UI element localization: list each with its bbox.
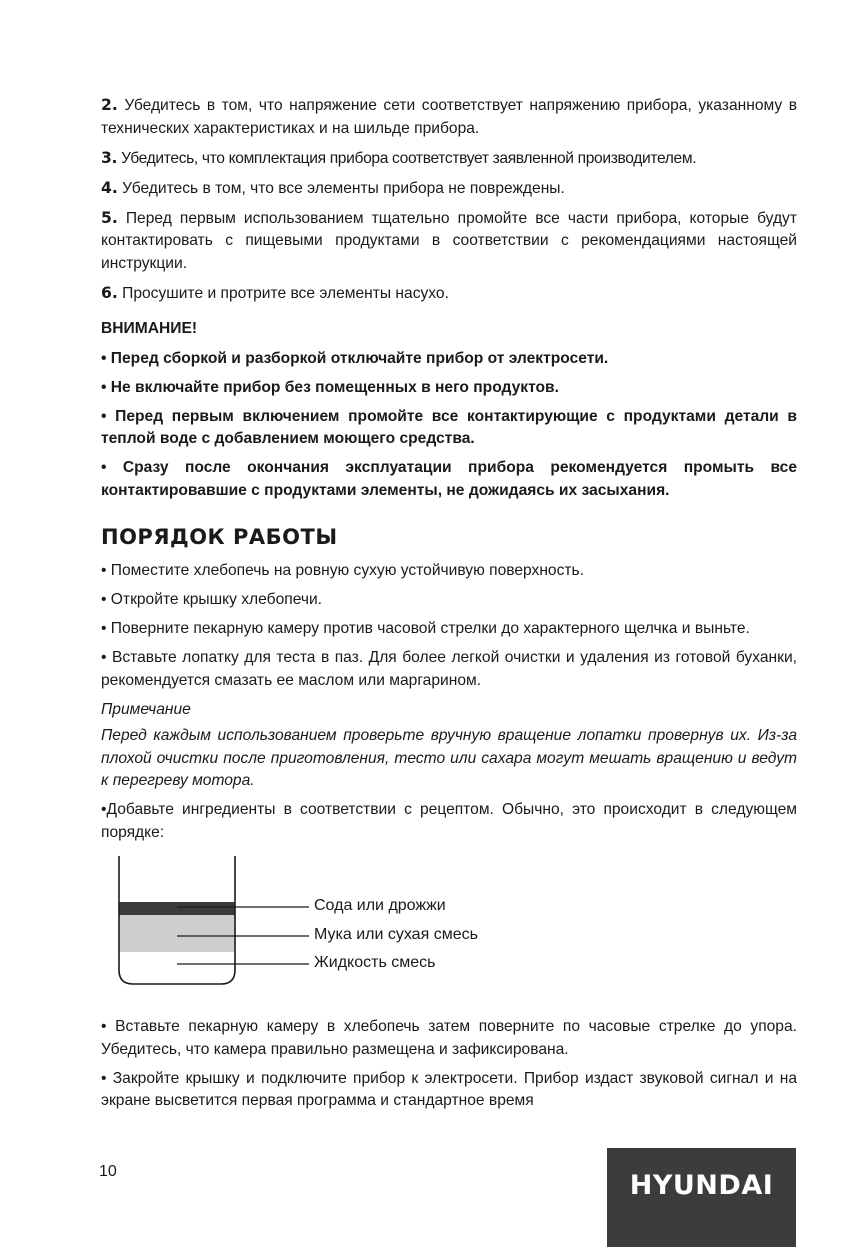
step-2: 2. Убедитесь в том, что напряжение сети соответствует напряжению прибора, указанному в технических характеристиках и на шильде прибора. bbox=[101, 96, 797, 137]
note-label: Примечание bbox=[101, 700, 191, 718]
page-content bbox=[101, 94, 797, 1119]
bullet-item: • Поверните пекарную камеру против часовой стрелки до характерного щелчка и выньте. bbox=[101, 620, 750, 637]
warning-title: ВНИМАНИЕ! bbox=[101, 320, 198, 337]
ingredients-intro: •Добавьте ингредиенты в соответствии с рецептом. Обычно, это происходит в следующем порядке: bbox=[101, 801, 797, 841]
warning-item: • Сразу после окончания эксплуатации прибора рекомендуется промыть все контактировавшие с продуктами элементы, не дожидаясь их засыхания. bbox=[101, 459, 797, 499]
page-number: 10 bbox=[99, 1163, 117, 1180]
warning-item: • Перед первым включением промойте все контактирующие с продуктами детали в теплой воде с добавлением моющего средства. bbox=[101, 407, 797, 447]
bullet-item: • Вставьте пекарную камеру в хлебопечь затем поверните по часовые стрелке до упора. Убедитесь, что камера правильно размещена и зафиксирована. bbox=[101, 1018, 797, 1058]
diagram-label-liquid: Жидкость смесь bbox=[314, 954, 436, 971]
section-title: ПОРЯДОК РАБОТЫ bbox=[101, 525, 338, 549]
brand-logo bbox=[607, 1148, 796, 1247]
note-text: Перед каждым использованием проверьте вручную вращение лопатки провернув их. Из-за плохой очистки после приготовления, тесто или сахара могут мешать вращению и ведут к перегреву мотора. bbox=[101, 727, 797, 789]
bullet-item: • Вставьте лопатку для теста в паз. Для более легкой очистки и удаления из готовой буханки, рекомендуется смазать ее маслом или маргарином. bbox=[101, 649, 797, 689]
warning-item: • Перед сборкой и разборкой отключайте прибор от электросети. bbox=[101, 349, 609, 367]
warning-item: • Не включайте прибор без помещенных в него продуктов. bbox=[101, 378, 559, 396]
brand-name: HYUNDAI bbox=[629, 1170, 774, 1201]
step-3: 3. Убедитесь, что комплектация прибора соответствует заявленной производителем. bbox=[101, 148, 697, 167]
flour-layer bbox=[119, 915, 235, 952]
diagram-label-yeast: Сода или дрожжи bbox=[314, 897, 446, 914]
step-6: 6. Просушите и протрите все элементы насухо. bbox=[101, 283, 449, 302]
step-5: 5. Перед первым использованием тщательно промойте все части прибора, которые будут контактировать с пищевыми продуктами в соответствии с рекомендациями настоящей инструкции. bbox=[101, 208, 797, 272]
bullet-item: • Закройте крышку и подключите прибор к электросети. Прибор издаст звуковой сигнал и на экране высветится первая программа и стандартное время bbox=[101, 1069, 797, 1109]
bullet-item: • Откройте крышку хлебопечи. bbox=[101, 591, 323, 608]
yeast-layer bbox=[119, 902, 235, 915]
ingredients-diagram bbox=[101, 852, 797, 1012]
bullet-item: • Поместите хлебопечь на ровную сухую устойчивую поверхность. bbox=[101, 562, 585, 579]
diagram-label-flour: Мука или сухая смесь bbox=[314, 926, 478, 943]
step-4: 4. Убедитесь в том, что все элементы прибора не повреждены. bbox=[101, 178, 565, 197]
